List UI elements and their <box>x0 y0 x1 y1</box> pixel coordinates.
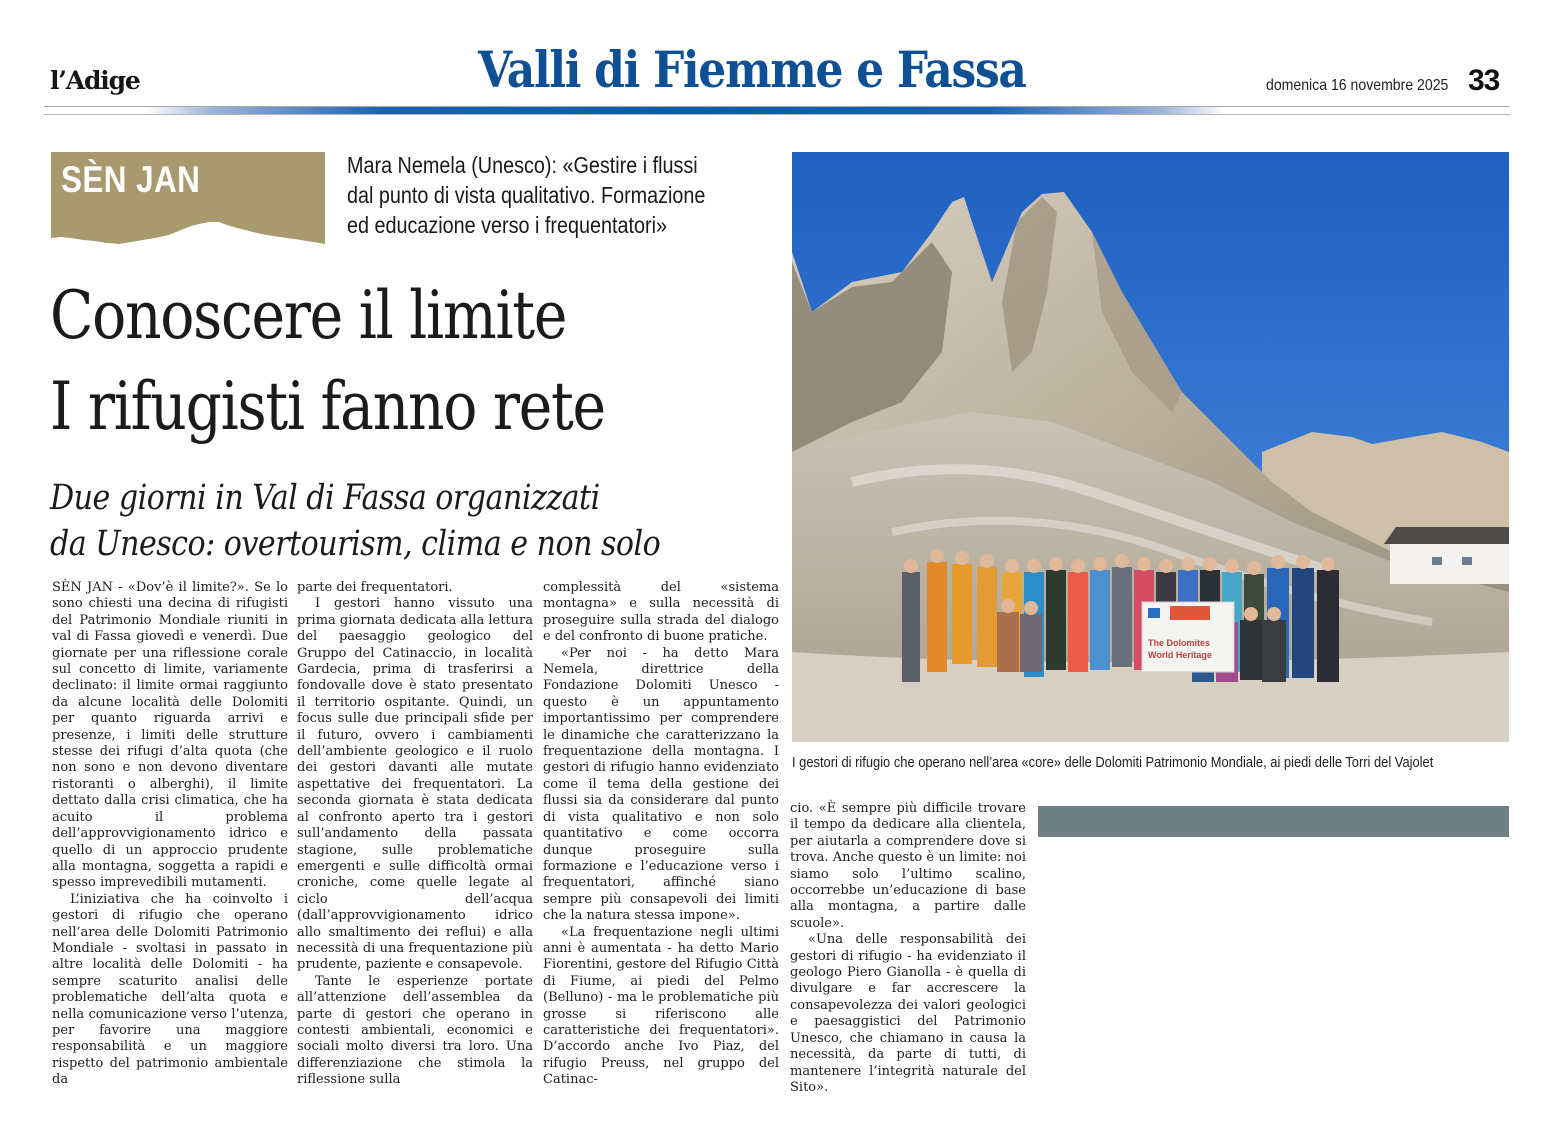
kicker-label: SÈN JAN <box>61 159 201 200</box>
paragraph: SÈN JAN - «Dov’è il limite?». Se lo sono chiesti una decina di rifugisti del Patrimonio Mondiale riuniti in val di Fassa giovedì e venerdì. Due giornate per una riflessione corale sul concetto di limite, variamente declinato: il limite ormai raggiunto da alcune località delle Dolomiti per quanto riguarda arrivi e presenze, i limiti delle strutture stesse dei rifugi d’alta quota (che non sono e non devono diventare ristoranti o alberghi), il limite dettato dalla crisi climatica, che ha acuito il problema dell’approvvigionamento idrico e quello di un approccio prudente alla montagna, soggetta a rapidi e spesso imprevedibili mutamenti. <box>52 580 288 891</box>
banner <box>1142 602 1234 672</box>
svg-text:The Dolomites: The Dolomites <box>1148 638 1211 648</box>
header-accent-bar <box>146 107 1226 114</box>
paragraph: «Per noi - ha detto Mara Nemela, direttrice della Fondazione Dolomiti Unesco - questo è un appuntamento importantissimo per comprendere le dinamiche che caratterizzano la frequentazione della montagna. I gestori di rifugio hanno evidenziato come il tema della gestione dei flussi sia da considerare dal punto di vista qualitativo e non solo quantitativo e come occorra dunque proseguire sulla formazione e l’educazione verso i frequentatori, affinché siano sempre più consapevoli dei limiti che la natura stessa impone». <box>543 645 779 924</box>
paragraph: I gestori hanno vissuto una prima giornata dedicata alla lettura del paesaggio geologico del Gruppo del Catinaccio, in località Gardecia, prima di trasferirsi a fondovalle dove è stato presentato il territorio ospitante. Quindi, un focus sulle due principali sfide per il futuro, ovvero i cambiamenti dell’ambiente geologico e il ruolo dei gestori davanti alle mutate aspettative dei frequentatori. La seconda giornata è stata dedicata al confronto aperto tra i gestori sull’andamento della passata stagione, sulle problematiche emergenti e sulle difficoltà ormai croniche, come quelle legate al ciclo dell’acqua (dall’approvvigionamento idrico allo smaltimento dei reflui) e alla necessità di una frequentazione più prudente, paziente e consapevole. <box>297 596 533 973</box>
masthead <box>0 0 1560 130</box>
deck-line: dal punto di vista qualitativo. Formazione <box>347 182 706 208</box>
header-rule <box>44 114 1510 115</box>
issue-date: domenica 16 novembre 2025 <box>1266 77 1449 94</box>
body-column-4 <box>790 801 1026 1096</box>
paragraph: «La frequentazione negli ultimi anni è aumentata - ha detto Mario Fiorentini, gestore del Rifugio Città di Fiume, ai piedi del Pelmo (Belluno) - ma le problematiche più grosse si riferiscono alle caratteristiche dei frequentatori». D’accordo anche Ivo Piaz, del rifugio Preuss, nel gruppo del Catinac- <box>543 924 779 1088</box>
paragraph: L’iniziativa che ha coinvolto i gestori di rifugio che operano nell’area delle Dolomiti Patrimonio Mondiale - svoltasi in passato in altre località delle Dolomiti - ha sempre scaturito analisi delle problematiche dell’alta quota e nella comunicazione verso l’utenza, per favorire una maggiore responsabilità e un maggiore rispetto del patrimonio ambientale da <box>52 891 288 1088</box>
subheadline-line: da Unesco: overtourism, clima e non solo <box>50 524 661 564</box>
body-column-1 <box>52 580 288 1089</box>
deck-line: Mara Nemela (Unesco): «Gestire i flussi <box>347 152 698 178</box>
subheadline-line: Due giorni in Val di Fassa organizzati <box>50 478 600 518</box>
paragraph: Tante le esperienze portate all’attenzione dell’assemblea da parte di gestori che operano in contesti ambientali, economici e sociali molto diversi tra loro. Una differenziazione che stimola la riflessione sulla <box>297 973 533 1088</box>
location-kicker <box>51 152 325 244</box>
article-headline <box>50 270 605 452</box>
paragraph: parte dei frequentatori. <box>297 580 453 595</box>
svg-text:World Heritage: World Heritage <box>1148 650 1212 660</box>
article-subheadline <box>50 475 660 567</box>
group-of-people <box>902 549 1339 682</box>
mountain-group-illustration <box>792 152 1509 742</box>
page-number: 33 <box>1468 64 1500 97</box>
paragraph: complessità del «sistema montagna» e sulla necessità di proseguire sulla strada del dialogo e del confronto di buone pratiche. <box>543 580 779 645</box>
article-deck <box>347 150 725 240</box>
newspaper-logo[interactable]: l’Adige <box>50 66 140 95</box>
paragraph: «Una delle responsabilità dei gestori di rifugio - ha evidenziato il geologo Piero Gianolla - è quella di divulgare e far accrescere la consapevolezza dei valori geologici e paesaggistici del Patrimonio Unesco, che chiamano in causa la necessità, da parte di tutti, di mantenere l’integrità naturale del Sito». <box>790 932 1026 1095</box>
paragraph: cio. «È sempre più difficile trovare il tempo da dedicare alla clientela, per aiutarla a comprendere dove si trova. Anche questo è un limite: noi siamo solo l’ultimo scalino, occorrebbe un’educazione di base alla montagna, a partire dalle scuole». <box>790 801 1026 931</box>
deck-line: ed educazione verso i frequentatori» <box>347 212 667 238</box>
photo-caption: I gestori di rifugio che operano nell’area «core» delle Dolomiti Patrimonio Mondiale, ai piedi delle Torri del Vajolet <box>792 754 1434 771</box>
group-photo[interactable] <box>792 152 1509 742</box>
body-column-3 <box>543 580 779 1089</box>
section-title: Valli di Fiemme e Fassa <box>478 40 1026 99</box>
headline-line: I rifugisti fanno rete <box>50 368 605 445</box>
headline-line: Conoscere il limite <box>50 277 567 354</box>
ad-placeholder-bar <box>1038 806 1509 837</box>
body-column-2 <box>297 580 533 1089</box>
